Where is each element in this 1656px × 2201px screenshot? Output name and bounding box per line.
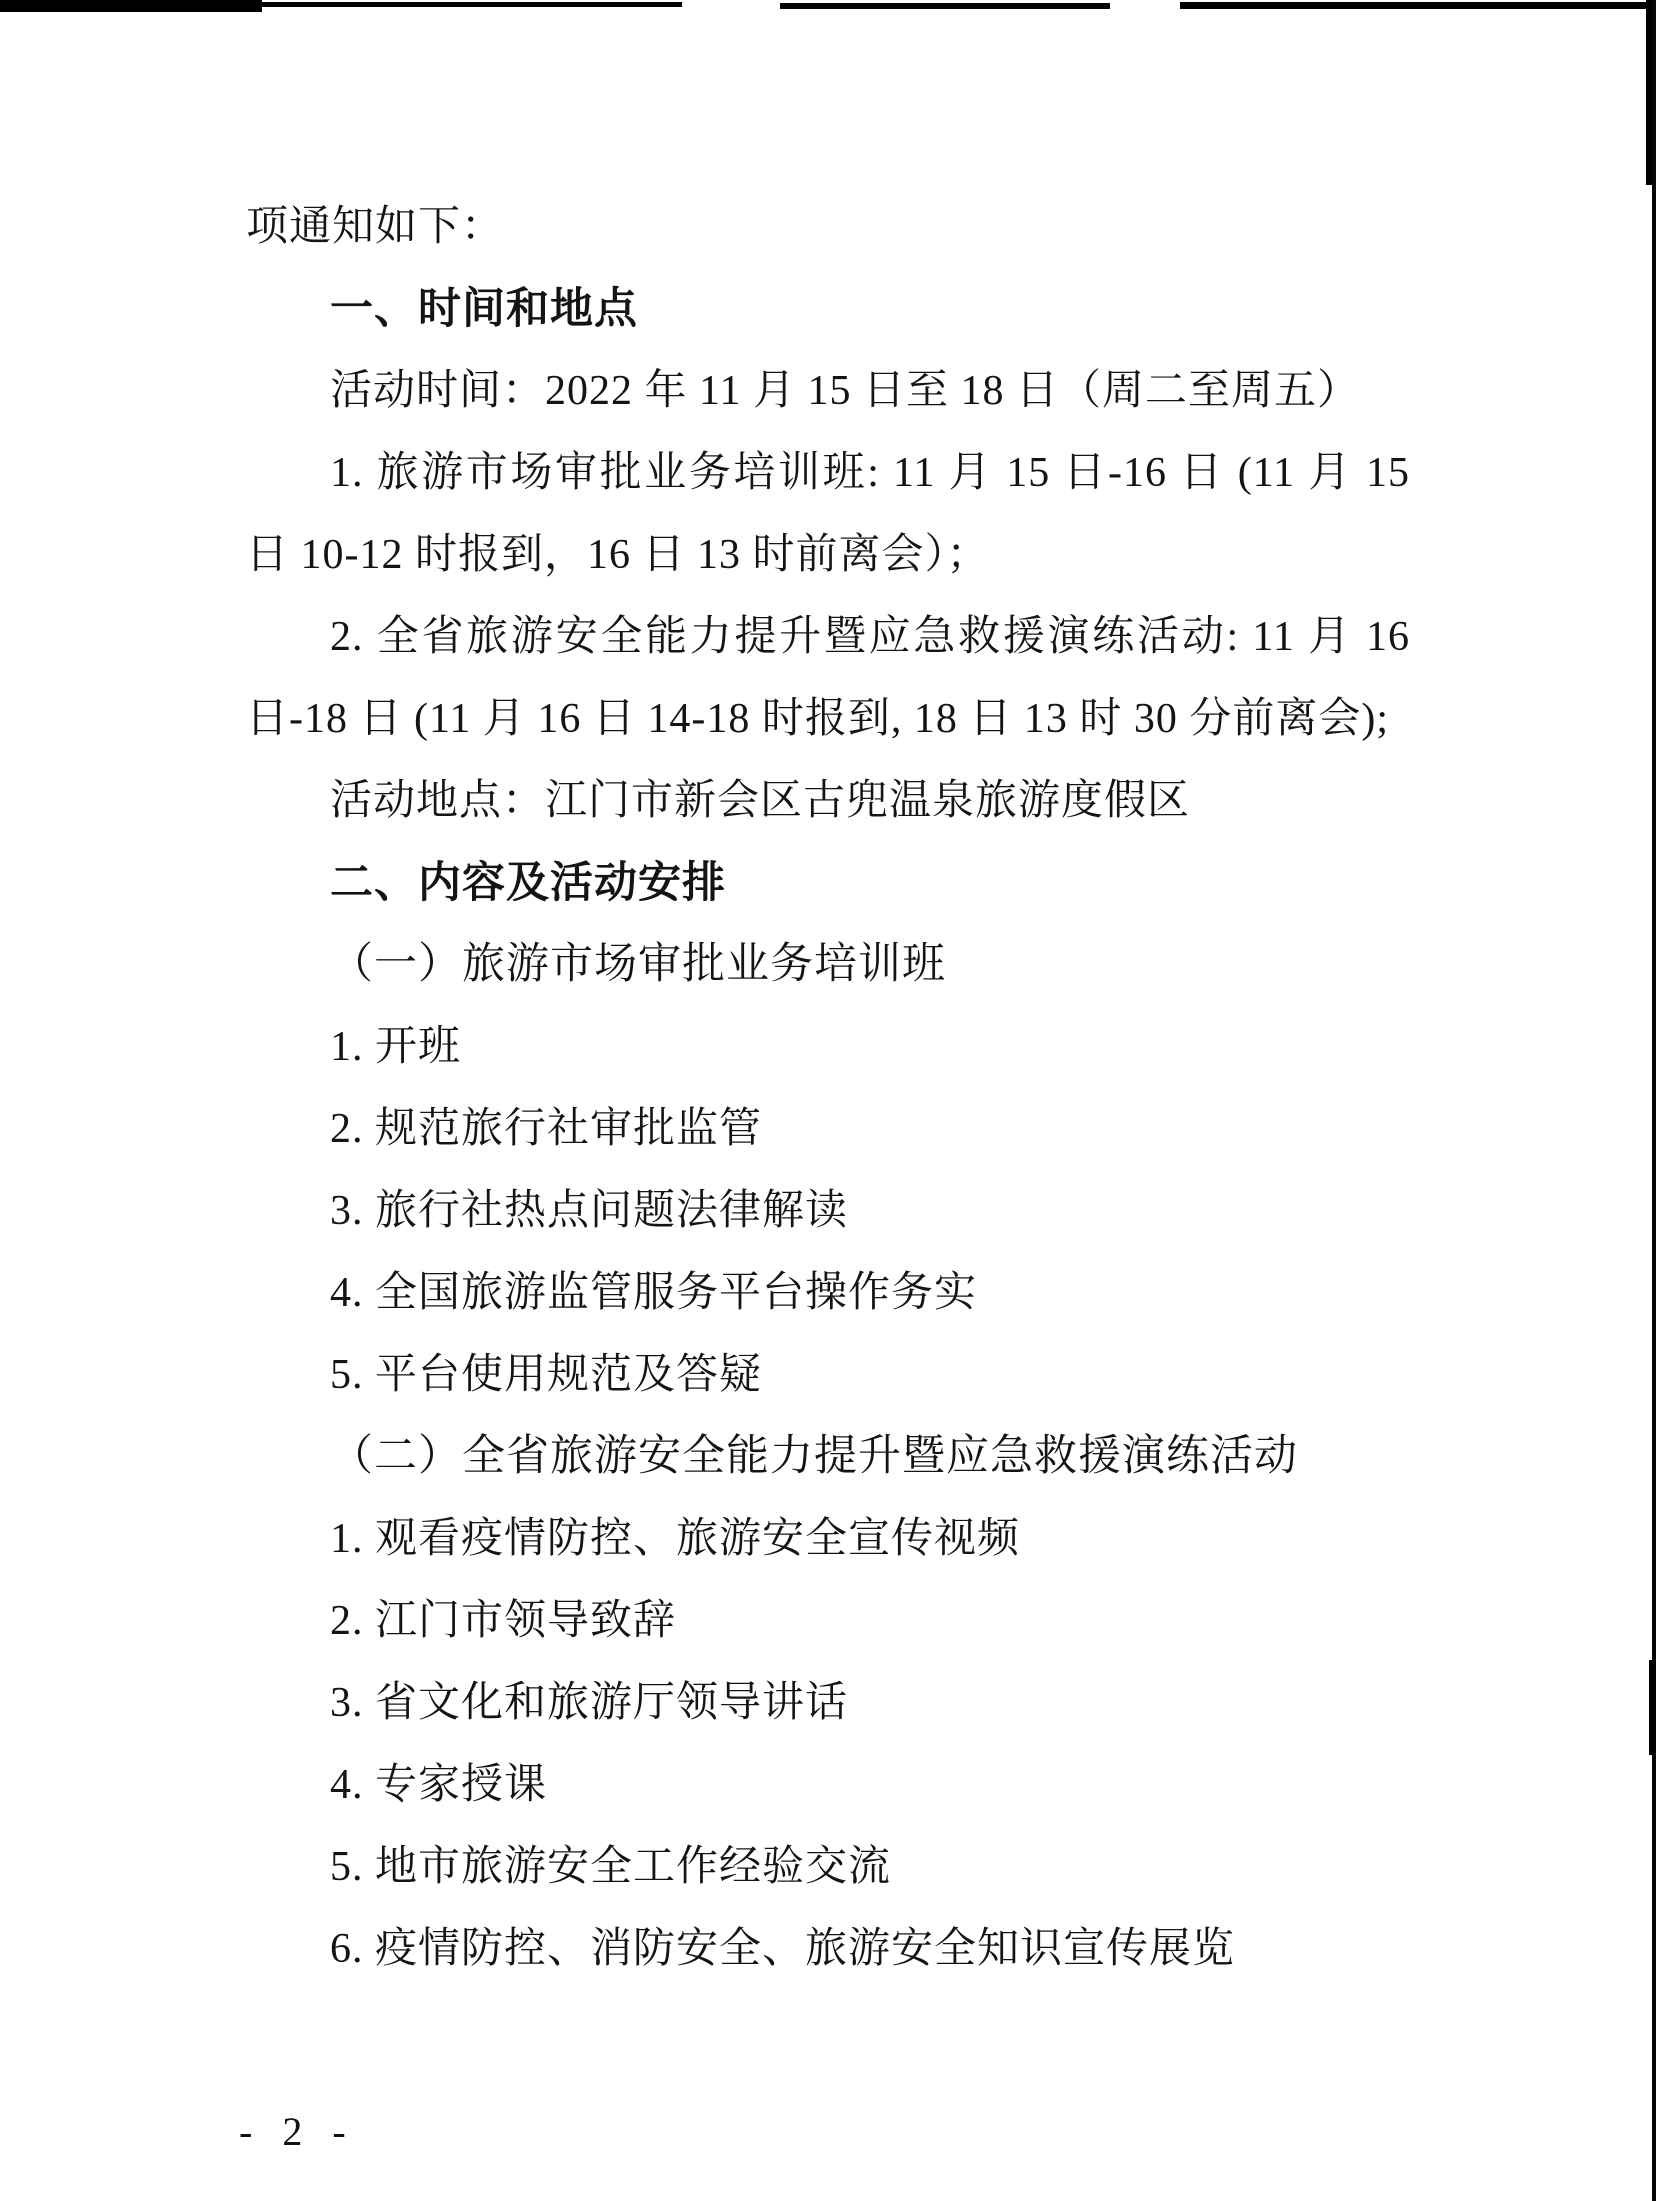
document-body [246, 186, 1410, 1990]
document-line: 6. 疫情防控、消防安全、旅游安全知识宣传展览 [330, 1926, 1236, 1972]
document-line: 日 10-12 时报到，16 日 13 时前离会）； [246, 532, 990, 578]
document-line: 3. 旅行社热点问题法律解读 [330, 1188, 849, 1234]
document-line: 4. 专家授课 [330, 1762, 548, 1808]
scan-edge-artifact-right [1649, 1660, 1656, 1755]
document-line: 项通知如下： [246, 204, 505, 250]
page-number: - 2 - [239, 2109, 356, 2154]
document-line: 4. 全国旅游监管服务平台操作务实 [330, 1270, 978, 1316]
document-line: （二）全省旅游安全能力提升暨应急救援演练活动 [330, 1433, 1298, 1480]
scan-edge-artifact-top [262, 2, 682, 7]
document-line: 二、内容及活动安排 [330, 859, 726, 907]
document-line: 日-18 日 (11 月 16 日 14-18 时报到, 18 日 13 时 30 分前离会); [246, 696, 1390, 742]
document-line: 5. 平台使用规范及答疑 [330, 1352, 763, 1398]
document-line: 2. 全省旅游安全能力提升暨应急救援演练活动: 11 月 16 [330, 614, 1410, 660]
document-line: 1. 观看疫情防控、旅游安全宣传视频 [330, 1516, 1021, 1562]
scan-edge-artifact-top [0, 0, 262, 12]
document-line: 2. 规范旅行社审批监管 [330, 1106, 763, 1152]
document-line: 3. 省文化和旅游厅领导讲话 [330, 1680, 849, 1726]
document-line: 活动时间：2022 年 11 月 15 日至 18 日（周二至周五） [330, 368, 1360, 414]
scan-edge-artifact-top [780, 3, 1110, 9]
document-line: （一）旅游市场审批业务培训班 [330, 941, 946, 988]
document-line: 2. 江门市领导致辞 [330, 1598, 677, 1644]
scan-edge-artifact-top [1180, 2, 1656, 9]
document-line: 1. 开班 [330, 1024, 462, 1070]
document-line: 5. 地市旅游安全工作经验交流 [330, 1844, 892, 1890]
document-line: 1. 旅游市场审批业务培训班: 11 月 15 日-16 日 (11 月 15 [330, 450, 1410, 496]
scan-edge-artifact-right [1652, 0, 1656, 2201]
document-line: 活动地点：江门市新会区古兜温泉旅游度假区 [330, 778, 1191, 824]
document-line: 一、时间和地点 [330, 285, 638, 333]
